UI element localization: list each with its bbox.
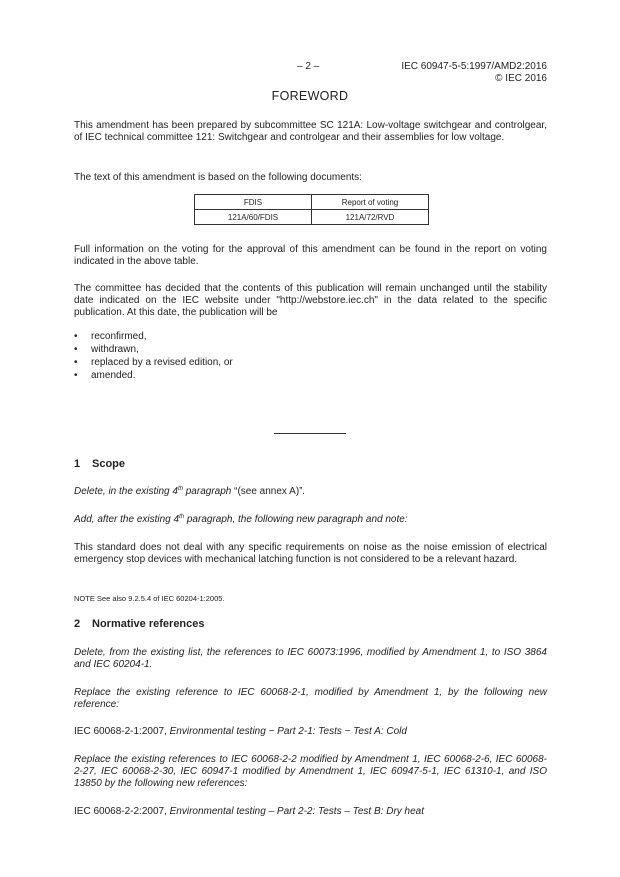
based-on-text: The text of this amendment is based on the following documents:: [74, 172, 362, 183]
scope-new-paragraph: This standard does not deal with any specific requirements on noise as the noise emission of electrical emergency stop devices with mechanical latching function is not considered to be a relevant hazard.: [74, 542, 547, 565]
foreword-title: FOREWORD: [271, 89, 349, 103]
new-reference-1: [74, 726, 547, 738]
ordinal-suffix: th: [179, 514, 185, 520]
documents-table: [194, 194, 429, 225]
section-heading-scope: [74, 458, 125, 470]
table-header-row: [195, 195, 429, 210]
foreword-intro: This amendment has been prepared by subcommittee SC 121A: Low-voltage switchgear and controlgear, of IEC technical committee 121: Switchgear and controlgear and their assemblies for low voltage.: [74, 120, 547, 143]
instruction-text: .: [302, 486, 306, 497]
section-number: 1: [74, 458, 81, 470]
normative-replace-instruction-2: Replace the existing references to IEC 60068-2-2 modified by Amendment 1, IEC 60068-2-6, IEC 60068-2-27, IEC 60068-2-30, IEC 60947-1 modified by Amendment 1, IEC 60947-5-1, IEC 61310-1, and ISO 13850 by the following new references:: [74, 754, 547, 789]
scope-add-instruction: [74, 514, 547, 526]
reference-title: Environmental testing – Part 2-2: Tests – Test B: Dry heat: [169, 806, 425, 817]
table-cell: 121A/60/FDIS: [195, 210, 312, 225]
reference-id: IEC 60068-2-1:2007,: [74, 726, 170, 737]
normative-replace-instruction-1: Replace the existing reference to IEC 60068-2-1, modified by Amendment 1, by the following new reference:: [74, 687, 547, 710]
reference-id: IEC 60068-2-2:2007,: [74, 806, 170, 817]
instruction-text: paragraph: [182, 486, 235, 497]
normative-delete-instruction: Delete, from the existing list, the references to IEC 60073:1996, modified by Amendment 1, to ISO 3864 and IEC 60204-1.: [74, 647, 547, 670]
section-title: Normative references: [92, 618, 205, 630]
document-reference: [401, 61, 547, 85]
list-item: • reconfirmed,: [74, 330, 233, 343]
ordinal-suffix: th: [177, 486, 183, 492]
reference-title: Environmental testing − Part 2-1: Tests − Test A: Cold: [169, 726, 407, 737]
stability-text: The committee has decided that the contents of this publication will remain unchanged until the stability date indicated on the IEC website under "http://webstore.iec.ch" in the data related to the specific publication. At this date, the publication will be: [74, 283, 547, 318]
quoted-text: “(see annex A)”: [234, 486, 303, 497]
publication-options-list: [74, 330, 233, 382]
section-divider: [274, 433, 346, 434]
copyright: © IEC 2016: [495, 73, 547, 84]
list-item: • withdrawn,: [74, 343, 233, 356]
list-item: • replaced by a revised edition, or: [74, 356, 233, 369]
scope-note: NOTE See also 9.2.5.4 of IEC 60204-1:2005.: [74, 594, 225, 603]
voting-info: Full information on the voting for the approval of this amendment can be found in the report on voting indicated in the above table.: [74, 244, 547, 267]
new-reference-2: [74, 806, 547, 818]
instruction-text: Delete, in the existing 4: [74, 486, 178, 497]
section-number: 2: [74, 618, 81, 630]
table-header-cell: Report of voting: [312, 195, 429, 210]
doc-ref-number: IEC 60947-5-5:1997/AMD2:2016: [401, 61, 547, 72]
instruction-text: paragraph, the following new paragraph and note:: [184, 514, 408, 525]
list-item: • amended.: [74, 369, 233, 382]
table-row: [195, 210, 429, 225]
table-header-cell: FDIS: [195, 195, 312, 210]
page-number: – 2 –: [297, 61, 320, 72]
scope-delete-instruction: [74, 486, 547, 498]
section-title: Scope: [92, 458, 126, 470]
table-cell: 121A/72/RVD: [312, 210, 429, 225]
section-heading-normative-references: [74, 618, 205, 630]
instruction-text: Add, after the existing 4: [74, 514, 180, 525]
